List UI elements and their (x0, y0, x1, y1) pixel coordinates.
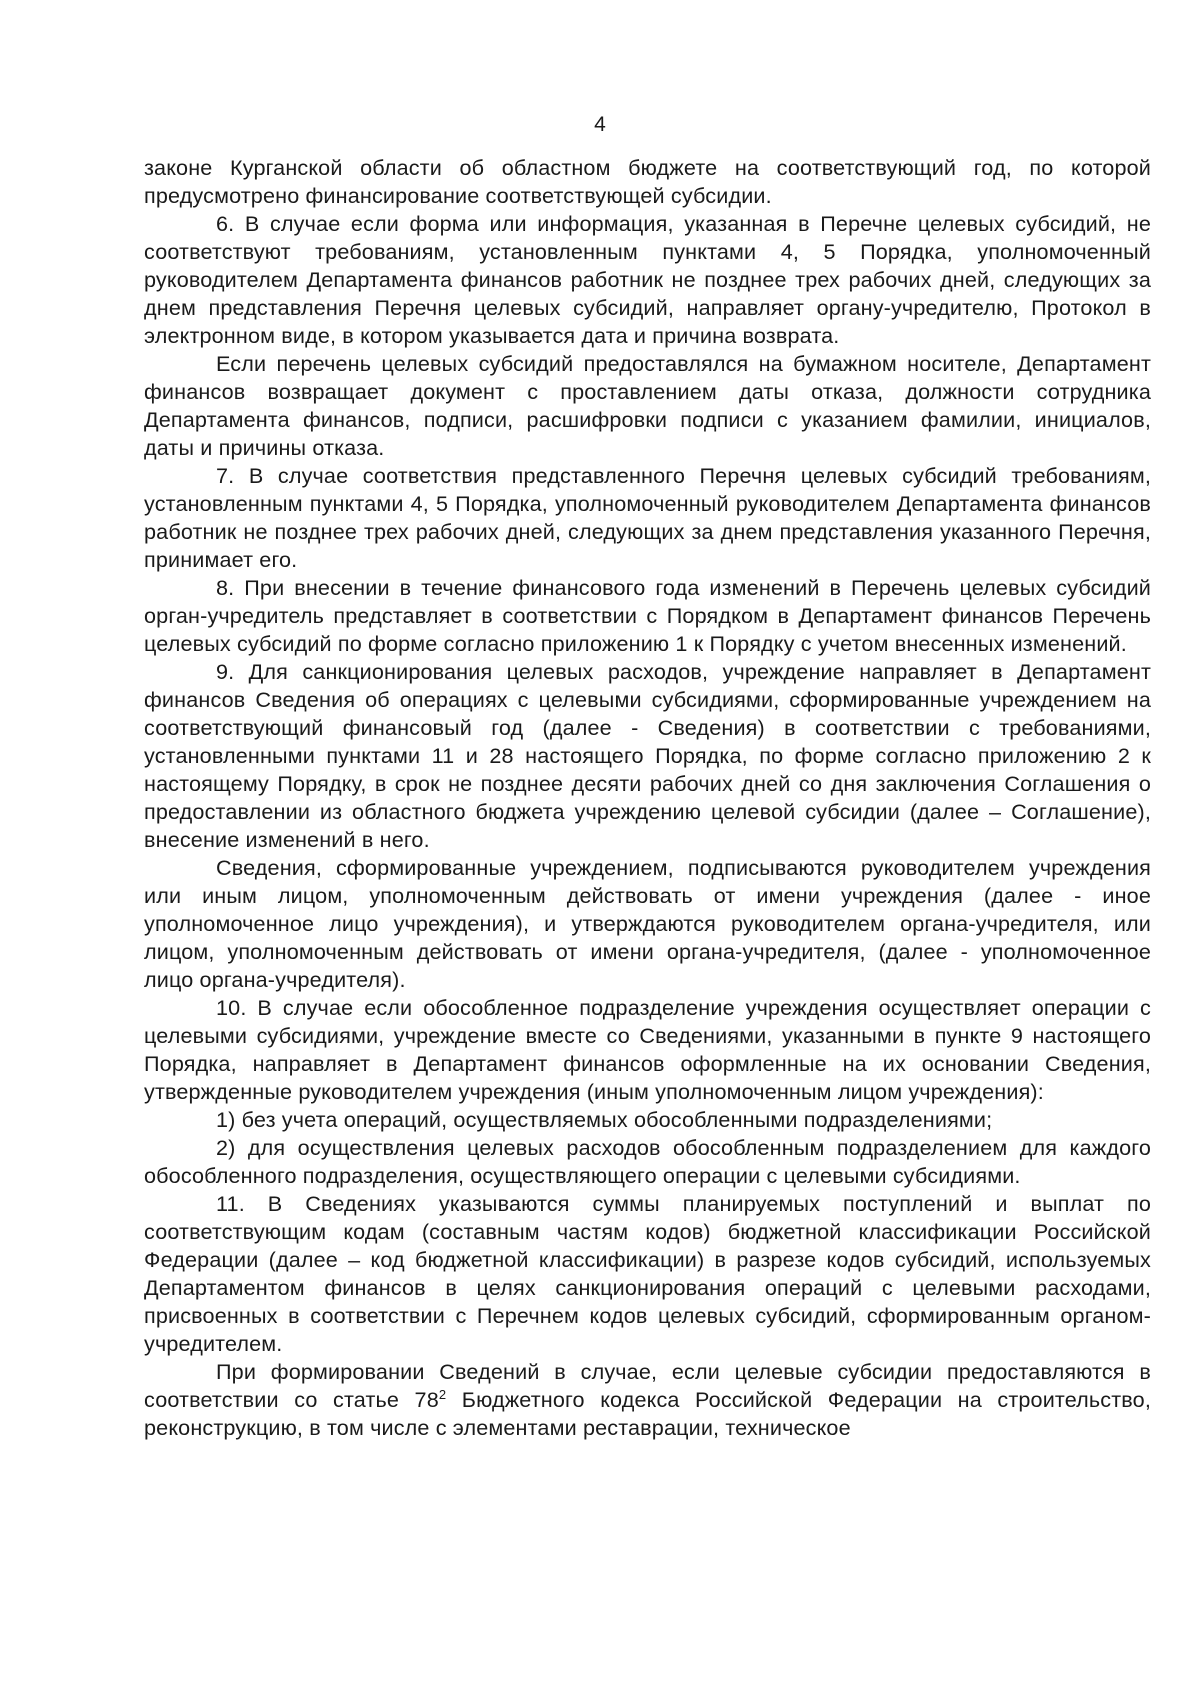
page-number: 4 (594, 113, 606, 136)
paragraph-item-6-paper: Если перечень целевых субсидий предоставлялся на бумажном носителе, Департамент финансов возвращает документ с проставлением даты отказа, должности сотрудника Департамента финансов, подписи, расшифровки подписи с указанием фамилии, инициалов, даты и причины отказа. (144, 351, 1151, 460)
paragraph-item-10-subitem-1: 1) без учета операций, осуществляемых обособленными подразделениями; (216, 1107, 993, 1132)
paragraph-item-6: 6. В случае если форма или информация, указанная в Перечне целевых субсидий, не соответствуют требованиям, установленным пунктами 4, 5 Порядка, уполномоченный руководителем Департамента финансов работник не позднее трех рабочих дней, следующих за днем представления Перечня целевых субсидий, направляет органу-учредителю, Протокол в электронном виде, в котором указывается дата и причина возврата. (144, 211, 1151, 348)
paragraph-item-9-signing: Сведения, сформированные учреждением, подписываются руководителем учреждения или иным лицом, уполномоченным действовать от имени учреждения (далее - иное уполномоченное лицо учреждения), и утверждаются руководителем органа-учредителя, или лицом, уполномоченным действовать от имени органа-учредителя, (далее - уполномоченное лицо органа-учредителя). (144, 855, 1151, 992)
paragraph-item-11-construction (144, 1358, 1151, 1442)
document-body (144, 154, 1151, 1442)
paragraph-item-11: 11. В Сведениях указываются суммы планируемых поступлений и выплат по соответствующим кодам (составным частям кодов) бюджетной классификации Российской Федерации (далее – код бюджетной классификации) в разрезе кодов субсидий, используемых Департаментом финансов в целях санкционирования операций с целевыми расходами, присвоенных в соответствии с Перечнем кодов целевых субсидий, сформированным органом-учредителем. (144, 1191, 1151, 1356)
paragraph-item-10-subitem-2: 2) для осуществления целевых расходов обособленным подразделением для каждого обособленного подразделения, осуществляющего операции с целевыми субсидиями. (144, 1135, 1151, 1188)
superscript-article-number: 2 (438, 1386, 447, 1402)
paragraph-item-10: 10. В случае если обособленное подразделение учреждения осуществляет операции с целевыми субсидиями, учреждение вместе со Сведениями, указанными в пункте 9 настоящего Порядка, направляет в Департамент финансов оформленные на их основании Сведения, утвержденные руководителем учреждения (иным уполномоченным лицом учреждения): (144, 995, 1151, 1104)
paragraph-item-7: 7. В случае соответствия представленного Перечня целевых субсидий требованиям, установленным пунктами 4, 5 Порядка, уполномоченный руководителем Департамента финансов работник не позднее трех рабочих дней, следующих за днем представления указанного Перечня, принимает его. (144, 463, 1151, 572)
paragraph-item-8: 8. При внесении в течение финансового года изменений в Перечень целевых субсидий орган-учредитель представляет в соответствии с Порядком в Департамент финансов Перечень целевых субсидий по форме согласно приложению 1 к Порядку с учетом внесенных изменений. (144, 575, 1151, 656)
paragraph-text-part-1: При формировании Сведений в случае, если целевые субсидии предоставляются в соответствии со статье 78 (144, 1359, 1151, 1412)
paragraph-text-part-2: Бюджетного кодекса Российской Федерации на строительство, реконструкцию, в том числе с элементами реставрации, техническое (144, 1387, 1151, 1440)
paragraph-item-9: 9. Для санкционирования целевых расходов, учреждение направляет в Департамент финансов Сведения об операциях с целевыми субсидиями, сформированные учреждением на соответствующий финансовый год (далее - Сведения) в соответствии с требованиями, установленными пунктами 11 и 28 настоящего Порядка, по форме согласно приложению 2 к настоящему Порядку, в срок не позднее десяти рабочих дней со дня заключения Соглашения о предоставлении из областного бюджета учреждению целевой субсидии (далее – Соглашение), внесение изменений в него. (144, 659, 1151, 852)
paragraph-continuation: законе Курганской области об областном бюджете на соответствующий год, по которой предусмотрено финансирование соответствующей субсидии. (144, 155, 1151, 208)
